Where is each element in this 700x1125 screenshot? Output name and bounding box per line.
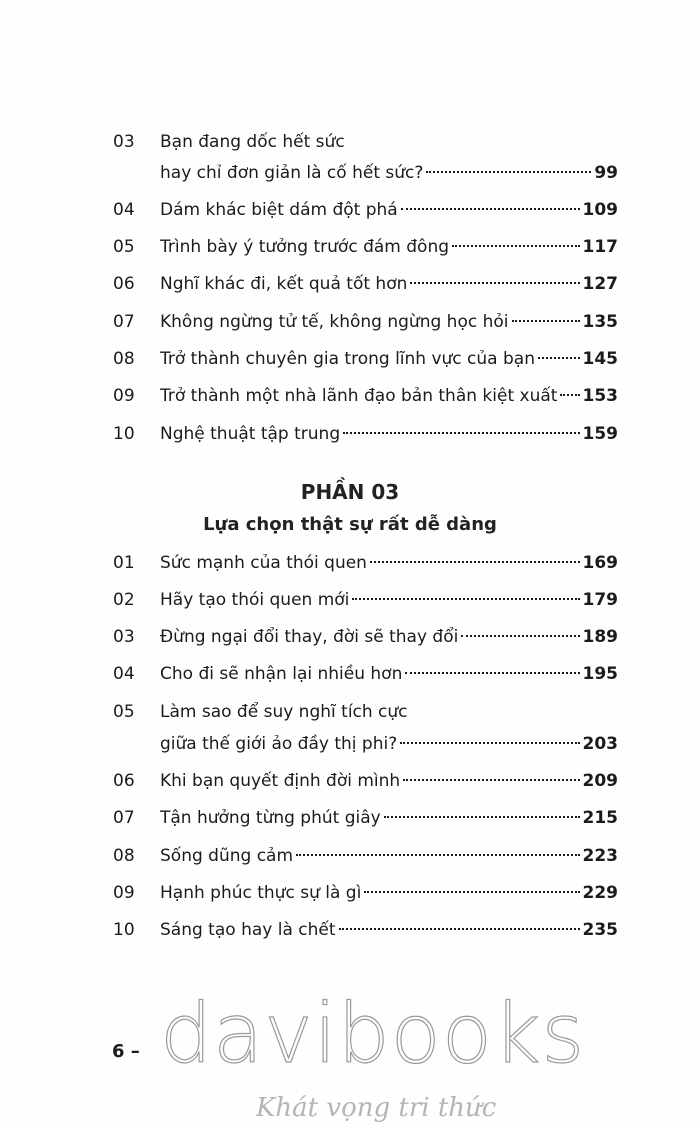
entry-leader-row [160,844,618,868]
dot-leader [538,357,580,359]
watermark [160,985,586,1125]
toc-entry [0,384,700,421]
dot-leader [560,394,579,396]
dot-leader [512,320,580,322]
watermark-brand: davibooks [160,987,586,1082]
entry-leader-row [160,625,618,649]
entry-leader-row [160,918,618,942]
toc-entry [0,700,700,760]
entry-page: 99 [594,163,618,183]
dot-leader [403,779,579,781]
entry-title: Trở thành một nhà lãnh đạo bản thân kiệt xuất [160,386,558,406]
entry-leader-row [160,422,618,446]
entry-leader-row [160,272,618,296]
toc-entry [0,918,700,955]
entry-leader-row [160,384,618,408]
dot-leader [384,816,580,818]
part-heading: PHẦN 03 [300,480,400,504]
entry-leader-row [160,769,618,793]
entry-page: 179 [582,590,618,610]
entry-page: 235 [582,920,618,940]
entry-number: 06 [113,274,135,294]
entry-number: 07 [113,808,135,828]
entry-number: 04 [113,664,135,684]
entry-number: 01 [113,553,135,573]
entry-number: 10 [113,920,135,940]
entry-leader-row [160,732,618,756]
toc-entry [0,588,700,625]
part-subtitle: Lựa chọn thật sự rất dễ dàng [203,514,497,535]
entry-page: 229 [582,883,618,903]
toc-entry [0,130,700,190]
entry-title: Sống dũng cảm [160,846,294,866]
dot-leader [296,854,579,856]
entry-title: Sáng tạo hay là chết [160,920,336,940]
watermark-tagline: Khát vọng tri thức [256,1093,497,1123]
toc-entry [0,272,700,309]
entry-number: 06 [113,771,135,791]
entry-title: Tận hưởng từng phút giây [160,808,381,828]
entry-page: 159 [582,424,618,444]
entry-title: Hãy tạo thói quen mới [160,590,350,610]
entry-leader-row [160,347,618,371]
entry-page: 203 [582,734,618,754]
dot-leader [364,891,579,893]
entry-title: Trở thành chuyên gia trong lĩnh vực của bạn [160,349,535,369]
entry-title: Hạnh phúc thực sự là gì [160,883,362,903]
entry-number: 08 [113,349,135,369]
toc-entry [0,625,700,662]
toc-entry [0,422,700,459]
dot-leader [405,672,579,674]
entry-number: 03 [113,132,135,152]
entry-page: 189 [582,627,618,647]
toc-entry [0,806,700,843]
entry-page: 215 [582,808,618,828]
toc-entry [0,198,700,235]
footer-page-number: 6 – [112,1041,140,1062]
entry-leader-row [160,881,618,905]
dot-leader [400,742,579,744]
entry-page: 195 [582,664,618,684]
entry-title-line1: Làm sao để suy nghĩ tích cực [160,702,408,722]
entry-page: 169 [582,553,618,573]
entry-number: 10 [113,424,135,444]
entry-leader-row [160,310,618,334]
entry-title: Không ngừng tử tế, không ngừng học hỏi [160,312,509,332]
entry-leader-row [160,806,618,830]
entry-title: Trình bày ý tưởng trước đám đông [160,237,450,257]
entry-number: 08 [113,846,135,866]
entry-page: 135 [582,312,618,332]
dot-leader [426,171,591,173]
entry-number: 07 [113,312,135,332]
entry-number: 05 [113,702,135,722]
toc-entry [0,769,700,806]
entry-title: Nghĩ khác đi, kết quả tốt hơn [160,274,408,294]
toc-entry [0,881,700,918]
toc-entry [0,347,700,384]
entry-number: 02 [113,590,135,610]
entry-number: 04 [113,200,135,220]
entry-leader-row [160,161,618,185]
dot-leader [352,598,579,600]
entry-leader-row [160,198,618,222]
entry-title: Cho đi sẽ nhận lại nhiều hơn [160,664,403,684]
entry-title-line1: Bạn đang dốc hết sức [160,132,345,152]
entry-title: Nghệ thuật tập trung [160,424,341,444]
entry-page: 145 [582,349,618,369]
entry-leader-row [160,235,618,259]
entry-page: 153 [582,386,618,406]
entry-leader-row [160,588,618,612]
toc-entry [0,310,700,347]
dot-leader [461,635,579,637]
entry-title: Khi bạn quyết định đời mình [160,771,401,791]
entry-page: 109 [582,200,618,220]
entry-title: hay chỉ đơn giản là cố hết sức? [160,163,424,183]
dot-leader [410,282,579,284]
toc-entry [0,662,700,699]
entry-page: 209 [582,771,618,791]
entry-number: 03 [113,627,135,647]
dot-leader [343,432,579,434]
entry-leader-row [160,551,618,575]
entry-page: 127 [582,274,618,294]
toc-entry [0,844,700,881]
entry-leader-row [160,662,618,686]
entry-title: Đừng ngại đổi thay, đời sẽ thay đổi [160,627,459,647]
toc-entry [0,235,700,272]
dot-leader [370,561,580,563]
entry-number: 09 [113,883,135,903]
dot-leader [401,208,580,210]
entry-number: 05 [113,237,135,257]
dot-leader [339,928,580,930]
toc-entry [0,551,700,588]
dot-leader [452,245,579,247]
entry-page: 117 [582,237,618,257]
entry-number: 09 [113,386,135,406]
entry-page: 223 [582,846,618,866]
entry-title: Dám khác biệt dám đột phá [160,200,398,220]
entry-title: Sức mạnh của thói quen [160,553,367,573]
entry-title: giữa thế giới ảo đầy thị phi? [160,734,398,754]
